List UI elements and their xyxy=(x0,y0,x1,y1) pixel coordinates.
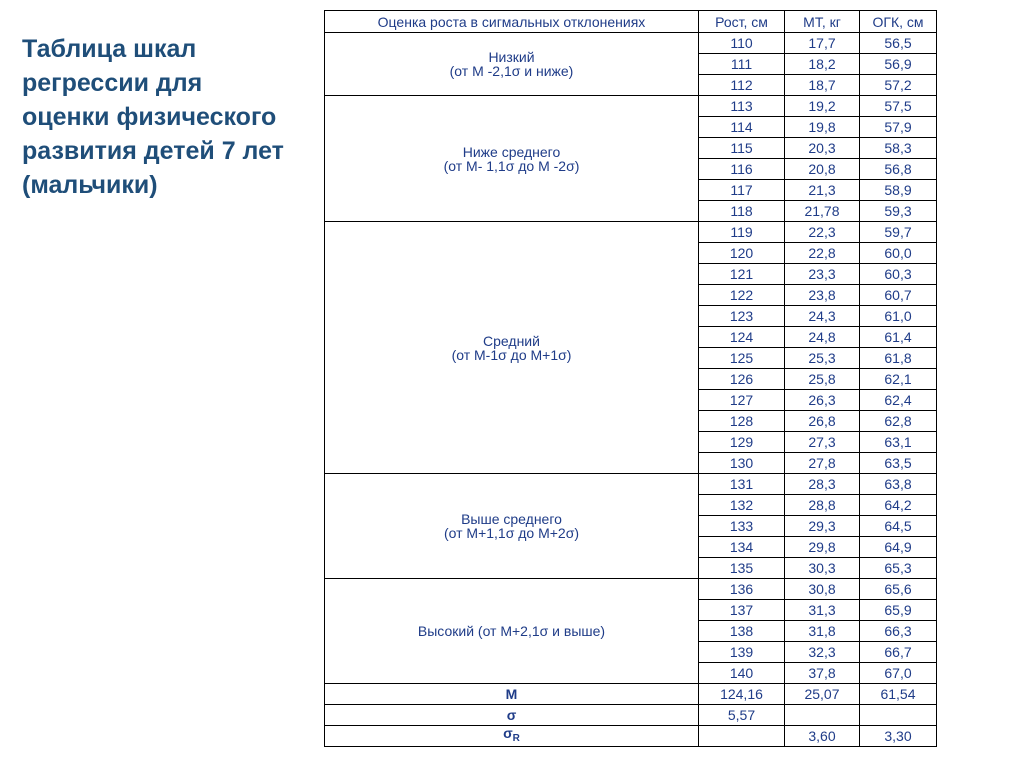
height-cell: 125 xyxy=(699,348,785,369)
chest-cell: 66,7 xyxy=(860,642,937,663)
stat-row xyxy=(325,705,937,726)
stat-value xyxy=(699,726,785,747)
table-row xyxy=(325,579,937,600)
chest-cell: 65,9 xyxy=(860,600,937,621)
stat-value xyxy=(860,705,937,726)
header-height: Рост, см xyxy=(699,11,785,33)
weight-cell: 23,3 xyxy=(785,264,860,285)
table-body xyxy=(325,33,937,747)
chest-cell: 60,7 xyxy=(860,285,937,306)
height-cell: 113 xyxy=(699,96,785,117)
height-cell: 114 xyxy=(699,117,785,138)
stat-label xyxy=(325,684,699,705)
chest-cell: 60,3 xyxy=(860,264,937,285)
stat-value: 3,60 xyxy=(785,726,860,747)
stat-value: 3,30 xyxy=(860,726,937,747)
height-cell: 137 xyxy=(699,600,785,621)
height-cell: 135 xyxy=(699,558,785,579)
stat-value xyxy=(785,705,860,726)
chest-cell: 63,1 xyxy=(860,432,937,453)
chest-cell: 57,5 xyxy=(860,96,937,117)
height-cell: 117 xyxy=(699,180,785,201)
table-row xyxy=(325,222,937,243)
table-header-row xyxy=(325,11,937,33)
category-range: (от М- 1,1σ до М -2σ) xyxy=(443,157,580,174)
weight-cell: 28,8 xyxy=(785,495,860,516)
height-cell: 116 xyxy=(699,159,785,180)
chest-cell: 64,2 xyxy=(860,495,937,516)
category-name: Низкий xyxy=(488,49,535,65)
weight-cell: 18,2 xyxy=(785,54,860,75)
chest-cell: 67,0 xyxy=(860,663,937,684)
stat-subscript: R xyxy=(512,733,520,744)
height-cell: 124 xyxy=(699,327,785,348)
weight-cell: 27,3 xyxy=(785,432,860,453)
chest-cell: 56,5 xyxy=(860,33,937,54)
weight-cell: 37,8 xyxy=(785,663,860,684)
chest-cell: 62,1 xyxy=(860,369,937,390)
chest-cell: 66,3 xyxy=(860,621,937,642)
category-cell xyxy=(325,33,699,96)
stat-symbol: σ xyxy=(503,725,513,741)
title-line: развития детей 7 лет xyxy=(22,137,284,165)
weight-cell: 29,8 xyxy=(785,537,860,558)
chest-cell: 62,4 xyxy=(860,390,937,411)
weight-cell: 22,8 xyxy=(785,243,860,264)
weight-cell: 21,78 xyxy=(785,201,860,222)
category-name: Выше среднего xyxy=(461,511,562,527)
height-cell: 131 xyxy=(699,474,785,495)
weight-cell: 28,3 xyxy=(785,474,860,495)
category-range: (от М+1,1σ до М+2σ) xyxy=(443,525,580,541)
category-cell xyxy=(325,96,699,222)
stat-row xyxy=(325,726,937,747)
category-range: (от М-1σ до М+1σ) xyxy=(451,346,572,363)
category-cell xyxy=(325,579,699,684)
stat-value: 25,07 xyxy=(785,684,860,705)
height-cell: 130 xyxy=(699,453,785,474)
chest-cell: 57,2 xyxy=(860,75,937,96)
slide-title xyxy=(22,32,332,202)
weight-cell: 19,2 xyxy=(785,96,860,117)
title-line: (мальчики) xyxy=(22,171,158,199)
stat-symbol: М xyxy=(505,686,518,702)
weight-cell: 24,8 xyxy=(785,327,860,348)
height-cell: 136 xyxy=(699,579,785,600)
chest-cell: 62,8 xyxy=(860,411,937,432)
weight-cell: 27,8 xyxy=(785,453,860,474)
chest-cell: 64,9 xyxy=(860,537,937,558)
height-cell: 122 xyxy=(699,285,785,306)
height-cell: 120 xyxy=(699,243,785,264)
weight-cell: 18,7 xyxy=(785,75,860,96)
header-assessment: Оценка роста в сигмальных отклонениях xyxy=(325,11,699,33)
title-line: регрессии для xyxy=(22,69,203,97)
weight-cell: 24,3 xyxy=(785,306,860,327)
chest-cell: 56,9 xyxy=(860,54,937,75)
category-name: Ниже среднего xyxy=(462,143,561,160)
height-cell: 119 xyxy=(699,222,785,243)
title-line: Таблица шкал xyxy=(22,35,197,63)
chest-cell: 59,7 xyxy=(860,222,937,243)
chest-cell: 63,5 xyxy=(860,453,937,474)
height-cell: 129 xyxy=(699,432,785,453)
chest-cell: 56,8 xyxy=(860,159,937,180)
weight-cell: 22,3 xyxy=(785,222,860,243)
height-cell: 128 xyxy=(699,411,785,432)
category-name: Высокий (от М+2,1σ и выше) xyxy=(417,623,606,639)
category-cell xyxy=(325,222,699,474)
height-cell: 115 xyxy=(699,138,785,159)
category-name: Средний xyxy=(483,332,540,349)
weight-cell: 25,8 xyxy=(785,369,860,390)
table-row xyxy=(325,474,937,495)
weight-cell: 32,3 xyxy=(785,642,860,663)
chest-cell: 58,9 xyxy=(860,180,937,201)
stat-value: 61,54 xyxy=(860,684,937,705)
height-cell: 139 xyxy=(699,642,785,663)
weight-cell: 23,8 xyxy=(785,285,860,306)
weight-cell: 31,3 xyxy=(785,600,860,621)
height-cell: 133 xyxy=(699,516,785,537)
chest-cell: 57,9 xyxy=(860,117,937,138)
weight-cell: 31,8 xyxy=(785,621,860,642)
height-cell: 126 xyxy=(699,369,785,390)
weight-cell: 29,3 xyxy=(785,516,860,537)
height-cell: 123 xyxy=(699,306,785,327)
stat-value: 5,57 xyxy=(699,705,785,726)
weight-cell: 21,3 xyxy=(785,180,860,201)
weight-cell: 20,3 xyxy=(785,138,860,159)
regression-scale-table xyxy=(324,10,937,747)
height-cell: 111 xyxy=(699,54,785,75)
table-row xyxy=(325,33,937,54)
chest-cell: 64,5 xyxy=(860,516,937,537)
weight-cell: 25,3 xyxy=(785,348,860,369)
height-cell: 110 xyxy=(699,33,785,54)
header-weight: МТ, кг xyxy=(785,11,860,33)
chest-cell: 60,0 xyxy=(860,243,937,264)
chest-cell: 65,6 xyxy=(860,579,937,600)
chest-cell: 65,3 xyxy=(860,558,937,579)
weight-cell: 30,3 xyxy=(785,558,860,579)
header-chest: ОГК, см xyxy=(860,11,937,33)
weight-cell: 26,8 xyxy=(785,411,860,432)
category-range: (от М -2,1σ и ниже) xyxy=(449,63,574,79)
height-cell: 127 xyxy=(699,390,785,411)
table-row xyxy=(325,96,937,117)
chest-cell: 59,3 xyxy=(860,201,937,222)
chest-cell: 63,8 xyxy=(860,474,937,495)
height-cell: 112 xyxy=(699,75,785,96)
chest-cell: 61,4 xyxy=(860,327,937,348)
height-cell: 134 xyxy=(699,537,785,558)
weight-cell: 19,8 xyxy=(785,117,860,138)
stat-label xyxy=(325,726,699,747)
weight-cell: 17,7 xyxy=(785,33,860,54)
category-cell xyxy=(325,474,699,579)
chest-cell: 58,3 xyxy=(860,138,937,159)
weight-cell: 26,3 xyxy=(785,390,860,411)
height-cell: 140 xyxy=(699,663,785,684)
height-cell: 138 xyxy=(699,621,785,642)
chest-cell: 61,0 xyxy=(860,306,937,327)
stat-symbol: σ xyxy=(506,707,517,723)
stat-label xyxy=(325,705,699,726)
stat-row xyxy=(325,684,937,705)
height-cell: 118 xyxy=(699,201,785,222)
height-cell: 132 xyxy=(699,495,785,516)
stat-value: 124,16 xyxy=(699,684,785,705)
chest-cell: 61,8 xyxy=(860,348,937,369)
weight-cell: 20,8 xyxy=(785,159,860,180)
title-line: оценки физического xyxy=(22,103,277,131)
weight-cell: 30,8 xyxy=(785,579,860,600)
height-cell: 121 xyxy=(699,264,785,285)
